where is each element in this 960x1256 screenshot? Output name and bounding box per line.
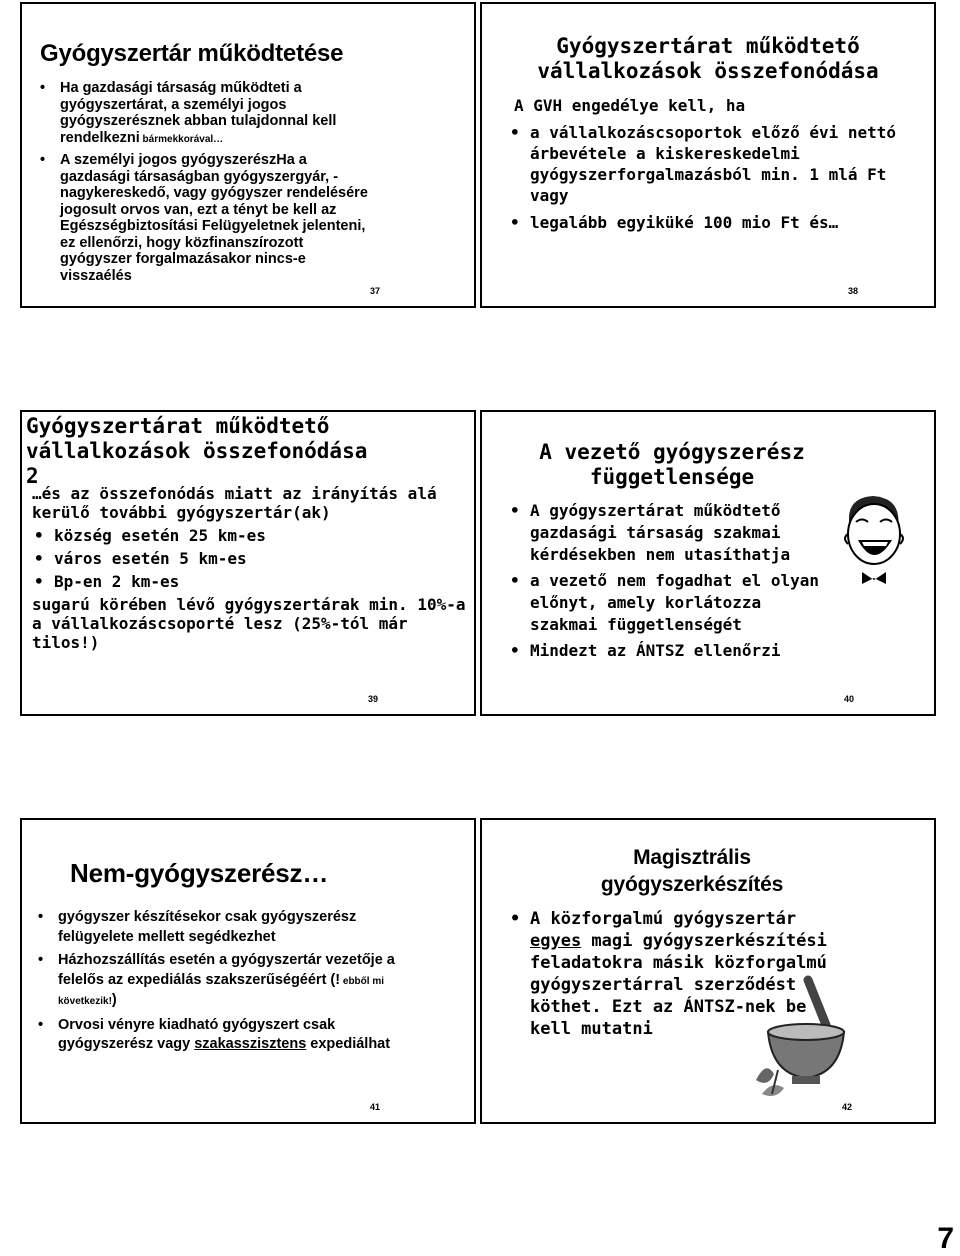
slide-39 — [20, 410, 476, 716]
bullet-icon: • — [34, 572, 44, 591]
list-item — [508, 500, 828, 566]
outro-text: sugarú körében lévő gyógyszertárak min. 10%-a a vállalkozáscsoporté lesz (25%-tól már tilos!) — [32, 595, 466, 652]
bullet-list — [508, 908, 848, 1040]
bullet-icon: • — [38, 1016, 44, 1033]
bullet-icon: • — [40, 80, 46, 96]
list-item — [508, 570, 828, 636]
lead-text: A GVH engedélye kell, ha — [514, 96, 746, 115]
title-line: A vezető gyógyszerész — [539, 440, 805, 464]
title-line: gyógyszerkészítés — [600, 873, 784, 896]
slide-content — [32, 484, 472, 652]
bullet-text: a vezető nem fogadhat el olyan előnyt, amely korlátozza szakmai függetlenségét — [530, 571, 819, 634]
bullet-text: A közforgalmú gyógyszertár — [530, 909, 797, 929]
list-item — [508, 640, 828, 662]
bullet-list — [36, 908, 396, 1055]
bullet-icon: • — [510, 123, 520, 142]
list-item — [38, 152, 378, 284]
bullet-text: Ha gazdasági társaság működteti a gyógyszertárat, a személyi jogos gyógyszerésznek abban tulajdonnal kell rendelkezni — [60, 80, 337, 146]
bullet-list — [508, 500, 828, 662]
list-item — [508, 122, 918, 206]
list-item — [36, 951, 396, 1012]
bullet-text: a vállalkozáscsoportok előző évi nettó árbevétele a kiskereskedelmi gyógyszerforgalmazásból min. 1 mlá Ft vagy — [530, 123, 897, 205]
list-item — [38, 80, 378, 148]
list-item — [32, 526, 472, 545]
page-number: 7 — [937, 1222, 954, 1255]
bullet-text: Mindezt az ÁNTSZ ellenőrzi — [530, 641, 781, 660]
bullet-text-close: ) — [111, 992, 117, 1008]
title-line: Gyógyszertárat működtető — [26, 414, 330, 438]
underlined-text: szakasszisztens — [194, 1036, 307, 1052]
title-line: vállalkozások összefonódása 2 — [26, 439, 368, 488]
bullet-text: A személyi jogos gyógyszerészHa a gazdasági társaságban gyógyszergyár, -nagykereskedő, vagy gyógyszer rendelésére jogosult orvos van, ezt a tényt be kell az Egészségbiztosítási Felügyeletnek jelenteni, ez ellenőrzi, hogy közfinanszírozott gyógyszer forgalmazásakor nincs-e visszaélés — [60, 152, 368, 284]
bullet-text-excl: ! — [335, 971, 341, 988]
slide-number: 42 — [842, 1102, 853, 1112]
title-line: Magisztrális — [633, 846, 751, 869]
slide-number: 38 — [848, 286, 859, 296]
list-item — [508, 212, 918, 233]
slide-title: Gyógyszertár működtetése — [40, 40, 344, 67]
title-line: Gyógyszertárat működtető — [556, 34, 860, 58]
bullet-icon: • — [510, 213, 520, 232]
bullet-icon: • — [40, 152, 46, 168]
slide-41 — [20, 818, 476, 1124]
bullet-icon: • — [34, 549, 44, 568]
laughing-man-icon — [828, 488, 918, 588]
list-item — [36, 908, 396, 947]
bullet-icon: • — [34, 526, 44, 545]
bullet-small-text: ebből mi következik! — [58, 975, 385, 1007]
bullet-text-end: expediálhat — [306, 1036, 391, 1052]
title-line: függetlensége — [589, 465, 755, 489]
bullet-text: Orvosi vényre kiadható gyógyszert csak gyógyszerész vagy — [58, 1016, 336, 1052]
bullet-icon: • — [510, 909, 521, 929]
title-line: vállalkozások összefonódása — [537, 59, 879, 83]
bullet-icon: • — [510, 571, 520, 590]
slide-42 — [480, 818, 936, 1124]
bullet-icon: • — [38, 952, 44, 968]
slide-number: 39 — [368, 694, 379, 704]
bullet-text: gyógyszer készítésekor csak gyógyszerész felügyelete mellett segédkezhet — [58, 909, 357, 945]
list-item — [32, 572, 472, 591]
bullet-icon: • — [510, 501, 520, 520]
bullet-list — [508, 122, 918, 233]
slide-title — [532, 844, 852, 898]
bullet-text: legalább egyiküké 100 mio Ft és… — [530, 213, 839, 232]
list-item — [32, 549, 472, 568]
intro-text: …és az összefonódás miatt az irányítás alá kerülő további gyógyszertár(ak) — [32, 484, 437, 522]
slide-title — [492, 34, 924, 84]
bullet-text-post: magi gyógyszerkészítési feladatokra másik közforgalmú gyógyszertárral szerződést köthet. Ezt az ÁNTSZ-nek be kell mutatni — [530, 931, 827, 1039]
slide-title: Nem-gyógyszerész… — [70, 858, 329, 888]
bullet-icon: • — [38, 909, 44, 925]
slide-40 — [480, 410, 936, 716]
bullet-list — [38, 80, 378, 284]
list-item — [36, 1016, 396, 1055]
bullet-text: Házhozszállítás esetén a gyógyszertár vezetője a felelős az expediálás szakszerűségéért ( — [58, 952, 395, 988]
slide-number: 41 — [370, 1102, 381, 1112]
bullet-icon: • — [510, 641, 520, 660]
slide-title — [522, 440, 822, 490]
slide-37 — [20, 2, 476, 308]
bullet-text: A gyógyszertárat működtető gazdasági társaság szakmai kérdésekben nem utasíthatja — [530, 501, 791, 564]
bullet-text: Bp-en 2 km-es — [54, 572, 180, 591]
underlined-text: egyes — [530, 931, 582, 951]
bullet-small-text: bármekkorával… — [139, 133, 224, 145]
slide-number: 40 — [844, 694, 855, 704]
list-item — [508, 908, 848, 1040]
bullet-text: város esetén 5 km-es — [54, 549, 247, 568]
slide-38 — [480, 2, 936, 308]
slide-title — [26, 414, 386, 489]
bullet-text: község esetén 25 km-es — [54, 526, 266, 545]
slide-number: 37 — [370, 286, 381, 296]
